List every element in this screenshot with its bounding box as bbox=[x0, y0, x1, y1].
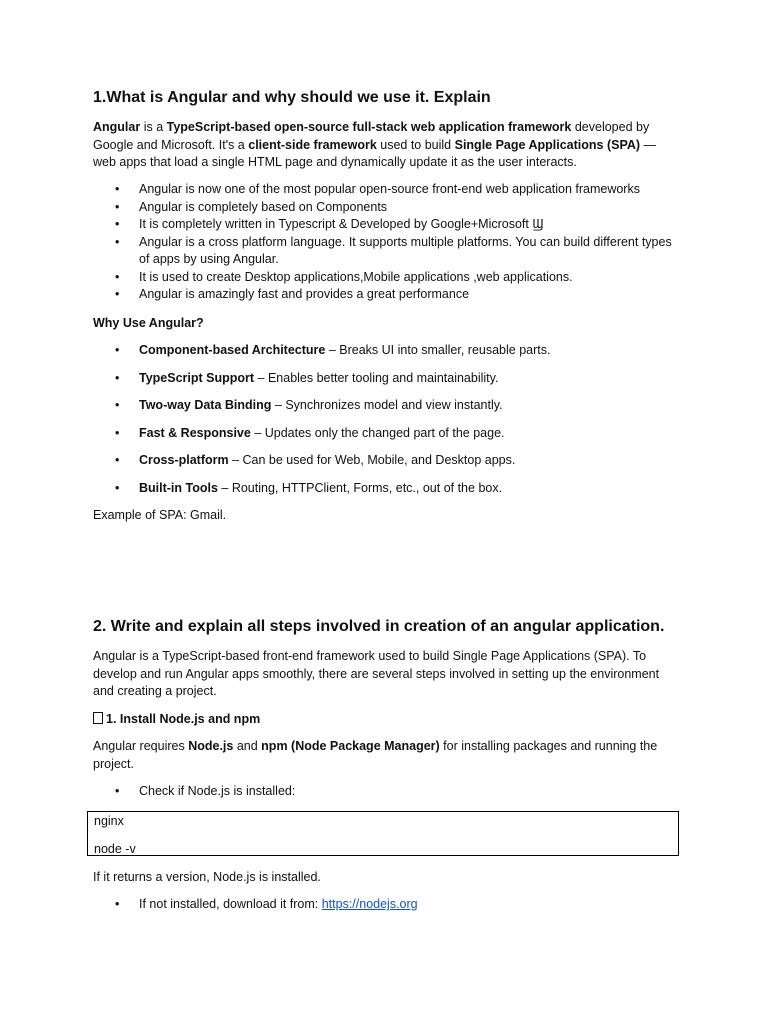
section1-intro bbox=[93, 119, 671, 172]
list-item: • It is used to create Desktop applications,Mobile applications ,web applications. bbox=[93, 269, 673, 287]
list-item bbox=[93, 342, 673, 360]
angular-facts-list bbox=[93, 181, 673, 304]
why-term: Built-in Tools bbox=[139, 480, 218, 495]
spa-example: Example of SPA: Gmail. bbox=[93, 508, 227, 522]
requires-text: Angular requires bbox=[93, 739, 189, 753]
requires-text: for installing packages and running the project. bbox=[93, 739, 658, 771]
list-item: • Angular is completely based on Components bbox=[93, 199, 673, 217]
code-line: nginx bbox=[94, 814, 124, 828]
download-list bbox=[93, 896, 673, 914]
code-block bbox=[87, 811, 679, 856]
list-item: • Angular is a cross platform language. It supports multiple platforms. You can build different types of apps by using Angular. bbox=[93, 234, 673, 269]
why-term: Cross-platform bbox=[139, 453, 229, 467]
list-item bbox=[93, 397, 673, 415]
why-desc: – Updates only the changed part of the page. bbox=[250, 425, 505, 440]
step1-title bbox=[93, 711, 671, 729]
requires-term-npm: npm (Node Package Manager) bbox=[261, 739, 440, 753]
why-term: TypeScript Support bbox=[139, 370, 255, 385]
why-desc: – Can be used for Web, Mobile, and Desktop apps. bbox=[228, 453, 516, 467]
list-item bbox=[93, 425, 673, 443]
list-item: • Angular is now one of the most popular open-source front-end web application frameworks bbox=[93, 181, 673, 199]
requires-paragraph bbox=[93, 738, 671, 773]
check-list bbox=[93, 783, 673, 801]
why-desc: – Routing, HTTPClient, Forms, etc., out of the box. bbox=[217, 480, 503, 495]
missing-glyph-icon bbox=[93, 712, 103, 724]
section2-intro: Angular is a TypeScript-based front-end framework used to build Single Page Applications (SPA). To develop and run Angular apps smoothly, there are several steps involved in setting up the environment and creating a project. bbox=[93, 649, 660, 698]
step1-title-text: 1. Install Node.js and npm bbox=[106, 712, 261, 726]
why-desc: – Breaks UI into smaller, reusable parts. bbox=[325, 343, 551, 357]
list-item: • Angular is amazingly fast and provides a great performance bbox=[93, 286, 673, 304]
section2-heading: 2. Write and explain all steps involved in creation of an angular application. bbox=[93, 618, 665, 635]
why-term: Fast & Responsive bbox=[139, 425, 251, 440]
nodejs-link[interactable]: https://nodejs.org bbox=[321, 897, 418, 911]
list-item: • Check if Node.js is installed: bbox=[93, 783, 673, 801]
why-heading-text: Why Use Angular? bbox=[93, 316, 204, 330]
intro-text: — web apps that load a single HTML page and dynamically update it as the user interacts. bbox=[93, 137, 657, 169]
why-heading bbox=[93, 315, 671, 333]
why-desc: – Synchronizes model and view instantly. bbox=[271, 398, 503, 412]
intro-term-spa: Single Page Applications (SPA) bbox=[454, 137, 641, 152]
list-item: • It is completely written in Typescript & Developed by Google+Microsoft Ϣ bbox=[93, 216, 673, 234]
section1-heading: 1.What is Angular and why should we use it. Explain bbox=[93, 89, 491, 106]
intro-term-client-side: client-side framework bbox=[248, 137, 377, 152]
intro-term-framework: TypeScript-based open-source full-stack web application framework bbox=[166, 120, 572, 134]
why-desc: – Enables better tooling and maintainability. bbox=[254, 370, 499, 385]
list-item bbox=[93, 480, 673, 498]
why-term: Component-based Architecture bbox=[139, 343, 326, 357]
returns-text: If it returns a version, Node.js is installed. bbox=[93, 870, 321, 884]
list-item bbox=[93, 452, 673, 470]
download-text: If not installed, download it from: bbox=[139, 897, 322, 911]
intro-term-angular: Angular bbox=[93, 120, 141, 134]
why-term: Two-way Data Binding bbox=[139, 398, 272, 412]
requires-text: and bbox=[233, 739, 262, 753]
why-list bbox=[93, 342, 673, 507]
intro-text: is a bbox=[140, 120, 167, 134]
intro-text: used to build bbox=[376, 137, 455, 152]
list-item bbox=[93, 370, 673, 388]
intro-text: developed by Google and Microsoft. It's a bbox=[93, 120, 650, 152]
requires-term-node: Node.js bbox=[188, 739, 234, 753]
code-line: node -v bbox=[94, 841, 136, 856]
list-item bbox=[93, 896, 673, 914]
